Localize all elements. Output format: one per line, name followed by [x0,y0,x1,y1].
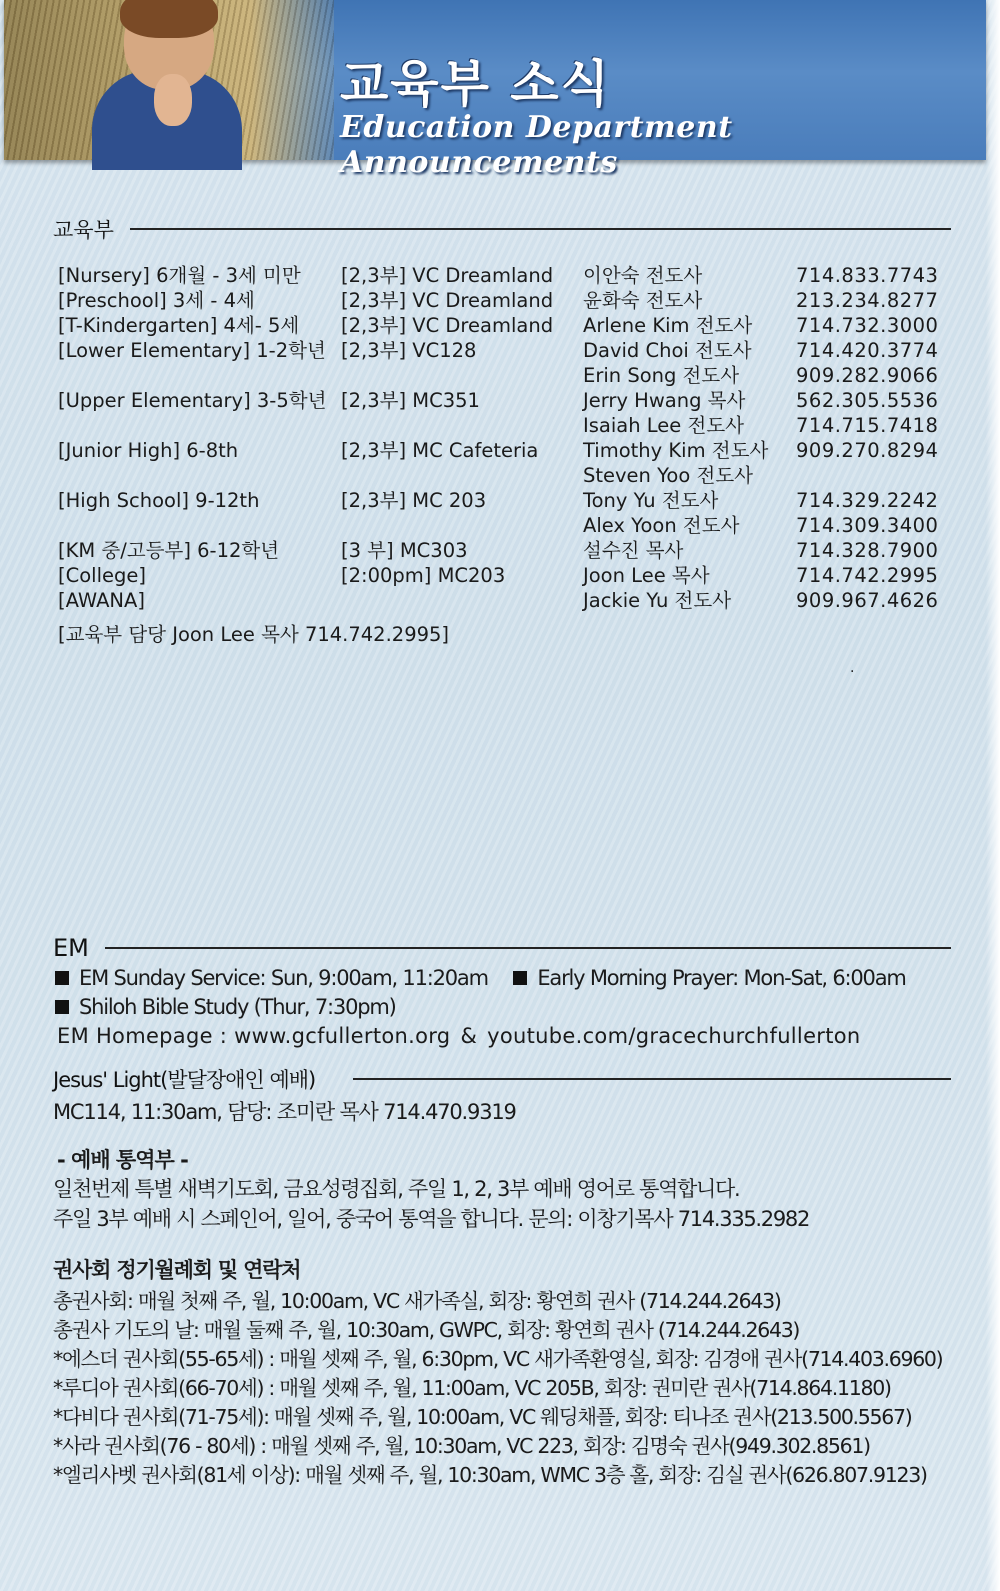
table-row [58,388,938,413]
class-teacher: Arlene Kim 전도사 [583,314,753,337]
teacher-phone: 714.309.3400 [796,514,939,537]
teacher-phone: 714.420.3774 [796,339,939,362]
teacher-phone: 714.833.7743 [796,264,939,287]
em-section-heading [53,934,951,962]
kwonsa-meeting-line: *사라 권사회(76 - 80세) : 매월 셋째 주, 월, 10:30am, VC 223, 회장: 김명숙 권사(949.302.8561) [53,1434,870,1458]
em-early-prayer: Early Morning Prayer: Mon-Sat, 6:00am [537,966,906,990]
class-name: [High School] 9-12th [58,489,260,512]
em-homepage-line [57,1024,861,1048]
child-hair-shape [120,0,218,38]
class-name: [College] [58,564,146,587]
kwonsa-meeting-line: *엘리사벳 권사회(81세 이상): 매월 셋째 주, 월, 10:30am, WMC 3층 홀, 회장: 김실 권사(626.807.9123) [53,1463,927,1487]
interpretation-line: 주일 3부 예배 시 스페인어, 일어, 중국어 통역을 합니다. 문의: 이창기목사 714.335.2982 [53,1207,810,1231]
teacher-phone: 714.715.7418 [796,414,939,437]
class-teacher: Erin Song 전도사 [583,364,740,387]
praying-child-photo [4,0,334,160]
class-name: [AWANA] [58,589,145,612]
link-separator: & [460,1024,478,1048]
kwonsa-meeting-line: 총권사 기도의 날: 매월 둘째 주, 월, 10:30am, GWPC, 회장: 황연희 권사 (714.244.2643) [53,1318,800,1342]
em-bible-study: Shiloh Bible Study (Thur, 7:30pm) [79,995,396,1019]
teacher-phone: 714.742.2995 [796,564,939,587]
kwonsa-meeting-line: *에스더 권사회(55-65세) : 매월 셋째 주, 월, 6:30pm, VC 새가족환영실, 회장: 김경애 권사(714.403.6960) [53,1347,943,1371]
square-bullet-icon [513,971,527,985]
kwonsa-meeting-line: *다비다 권사회(71-75세): 매월 셋째 주, 월, 10:00am, VC 웨딩채플, 회장: 티나조 권사(213.500.5567) [53,1405,912,1429]
banner-title-english: Education Department Announcements [340,110,733,180]
em-heading-text: EM [53,934,89,962]
class-teacher: Tony Yu 전도사 [583,489,719,512]
class-teacher: 윤화숙 전도사 [583,289,703,312]
heading-divider [353,1078,951,1080]
class-teacher: Steven Yoo 전도사 [583,464,754,487]
class-room: [3 부] MC303 [341,539,468,562]
interpretation-line: 일천번제 특별 새벽기도회, 금요성령집회, 주일 1, 2, 3부 예배 영어로 통역합니다. [53,1177,740,1201]
teacher-phone: 714.328.7900 [796,539,939,562]
table-row [58,588,938,613]
table-row [58,538,938,563]
table-row [58,563,938,588]
class-name: [Nursery] 6개월 - 3세 미만 [58,264,301,287]
square-bullet-icon [55,1000,69,1014]
kwonsa-meeting-line: 총권사회: 매월 첫째 주, 월, 10:00am, VC 새가족실, 회장: 황연희 권사 (714.244.2643) [53,1289,781,1313]
table-row [58,488,938,513]
kwonsa-title: 권사회 정기월례회 및 연락처 [53,1258,301,1282]
em-youtube-link[interactable]: youtube.com/gracechurchfullerton [487,1024,861,1048]
teacher-phone: 909.270.8294 [796,439,939,462]
class-teacher: 이안숙 전도사 [583,264,703,287]
table-row [58,463,938,488]
table-row [58,513,938,538]
teacher-phone: 909.967.4626 [796,589,939,612]
table-row [58,338,938,363]
em-sunday-service: EM Sunday Service: Sun, 9:00am, 11:20am [79,966,488,990]
class-name: [KM 중/고등부] 6-12학년 [58,539,280,562]
interpretation-title: - 예배 통역부 - [57,1148,188,1172]
class-teacher: Jerry Hwang 목사 [583,389,746,412]
jesus-light-heading [53,1064,951,1094]
table-row [58,313,938,338]
class-room: [2:00pm] MC203 [341,564,506,587]
class-teacher: Timothy Kim 전도사 [583,439,769,462]
em-schedule-line [53,966,906,990]
class-name: [Upper Elementary] 3-5학년 [58,389,327,412]
class-teacher: Alex Yoon 전도사 [583,514,740,537]
square-bullet-icon [55,971,69,985]
class-teacher: Joon Lee 목사 [583,564,710,587]
header-banner [4,0,986,180]
education-contact-footer: [교육부 담당 Joon Lee 목사 714.742.2995] [58,623,450,646]
stray-dot-mark: . [850,660,855,676]
class-name: [Lower Elementary] 1-2학년 [58,339,326,362]
teacher-phone: 562.305.5536 [796,389,939,412]
class-room: [2,3부] VC Dreamland [341,264,554,287]
teacher-phone: 909.282.9066 [796,364,939,387]
class-teacher: David Choi 전도사 [583,339,752,362]
heading-divider [130,228,951,230]
class-room: [2,3부] VC Dreamland [341,314,554,337]
class-name: [Junior High] 6-8th [58,439,239,462]
class-room: [2,3부] MC Cafeteria [341,439,539,462]
teacher-phone: 213.234.8277 [796,289,939,312]
table-row [58,363,938,388]
em-homepage-link[interactable]: EM Homepage : www.gcfullerton.org [57,1024,451,1048]
heading-divider [105,947,951,949]
table-row [58,413,938,438]
class-room: [2,3부] MC351 [341,389,480,412]
education-section-heading [53,214,951,244]
kwonsa-meeting-line: *루디아 권사회(66-70세) : 매월 셋째 주, 월, 11:00am, VC 205B, 회장: 권미란 권사(714.864.1180) [53,1376,891,1400]
class-room: [2,3부] MC 203 [341,489,487,512]
class-teacher: 설수진 목사 [583,539,684,562]
table-row [58,263,938,288]
em-bible-study-line [53,995,396,1019]
teacher-phone: 714.732.3000 [796,314,939,337]
jesus-light-heading-text: Jesus' Light(발달장애인 예배) [53,1068,316,1092]
education-heading-text: 교육부 [53,218,114,242]
class-room: [2,3부] VC128 [341,339,477,362]
class-room: [2,3부] VC Dreamland [341,289,554,312]
jesus-light-info: MC114, 11:30am, 담당: 조미란 목사 714.470.9319 [53,1100,516,1124]
praying-hands-shape [154,74,192,126]
teacher-phone: 714.329.2242 [796,489,939,512]
class-teacher: Jackie Yu 전도사 [583,589,732,612]
class-name: [Preschool] 3세 - 4세 [58,289,255,312]
table-row [58,288,938,313]
class-teacher: Isaiah Lee 전도사 [583,414,745,437]
banner-title-korean: 교육부 소식 [340,55,611,113]
table-row [58,438,938,463]
class-name: [T-Kindergarten] 4세- 5세 [58,314,300,337]
